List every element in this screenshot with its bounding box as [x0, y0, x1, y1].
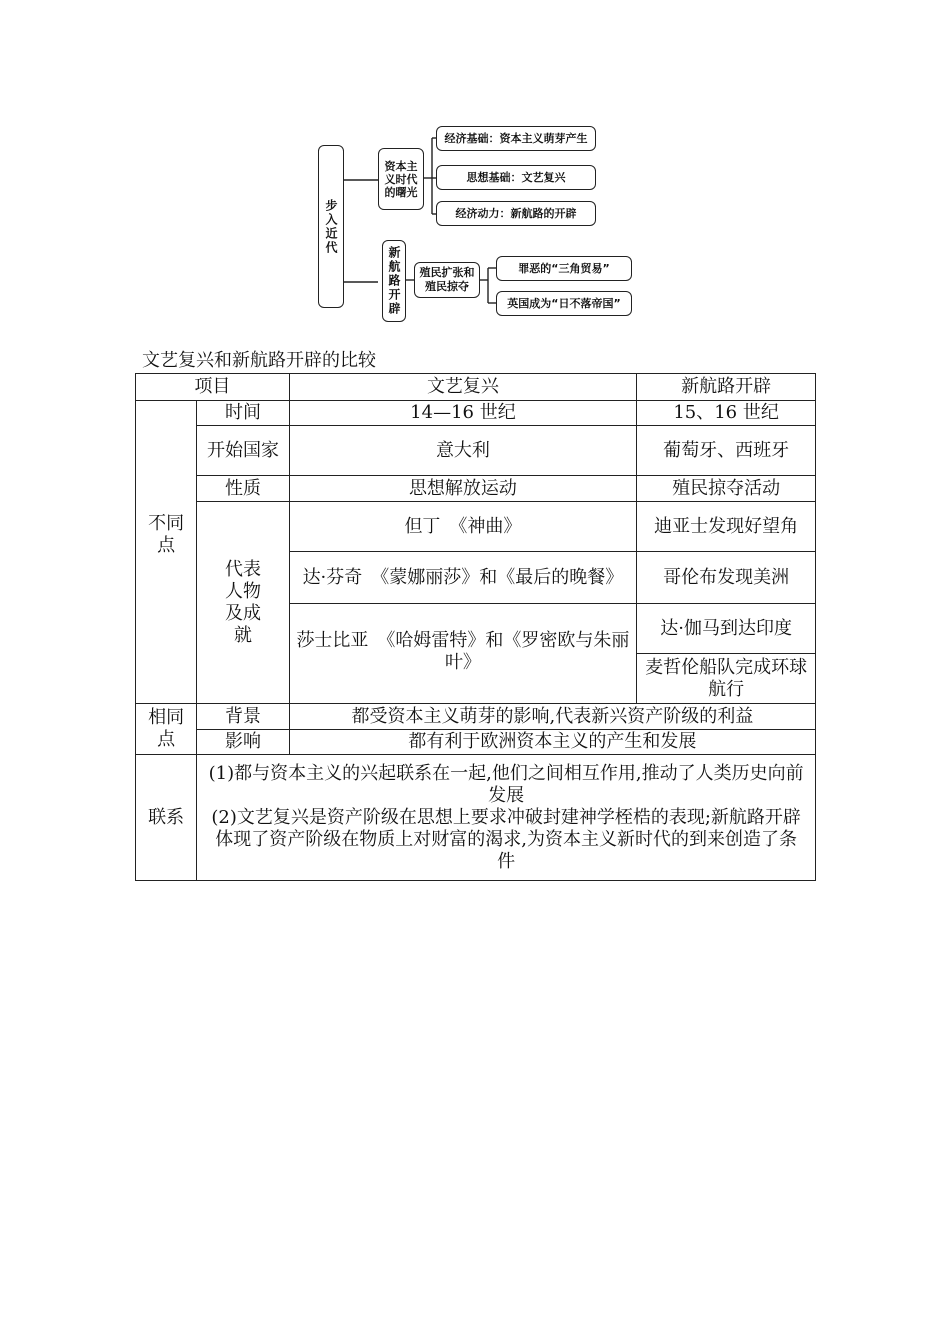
time-label: 时间 [197, 401, 289, 426]
impact-label: 影响 [197, 730, 289, 755]
table-row-figures-1 [136, 502, 816, 552]
comparison-table [135, 373, 816, 881]
mindmap-node-colonial-expansion: 殖民扩张和殖民掠夺 [414, 262, 480, 298]
figure-da-gama: 达·伽马到达印度 [637, 604, 816, 654]
origin-voyages: 葡萄牙、西班牙 [637, 426, 816, 476]
figure-da-vinci: 达·芬奇 《蒙娜丽莎》和《最后的晚餐》 [289, 552, 637, 604]
connection-text [197, 755, 816, 881]
table-header-row [136, 374, 816, 401]
connection-label: 联系 [136, 755, 197, 881]
header-voyages: 新航路开辟 [637, 374, 816, 401]
nature-voyages: 殖民掠夺活动 [637, 476, 816, 502]
figure-shakespeare: 莎士比亚 《哈姆雷特》和《罗密欧与朱丽叶》 [289, 604, 637, 704]
table-row-time [136, 401, 816, 426]
mindmap-node-empire: 英国成为“日不落帝国” [496, 291, 632, 316]
mindmap-branch-capitalism-dawn: 资本主义时代的曙光 [378, 148, 424, 210]
figure-magellan: 麦哲伦船队完成环球航行 [637, 654, 816, 704]
connection-point-2: (2)文艺复兴是资产阶级在思想上要求冲破封建神学桎梏的表现;新航路开辟体现了资产阶级在物质上对财富的渴求,为资本主义新时代的到来创造了条件 [211, 806, 801, 872]
table-row-connection [136, 755, 816, 881]
background-label: 背景 [197, 704, 289, 730]
table-row-impact [136, 730, 816, 755]
table-caption: 文艺复兴和新航路开辟的比较 [142, 350, 376, 371]
similarities-label: 相同点 [136, 704, 197, 755]
figures-label: 代表人物及成就 [197, 502, 289, 704]
figure-dante: 但丁 《神曲》 [289, 502, 637, 552]
mindmap-branch-new-routes: 新航路开辟 [382, 240, 406, 322]
header-renaissance: 文艺复兴 [289, 374, 637, 401]
mindmap-node-triangle-trade: 罪恶的“三角贸易” [496, 256, 632, 281]
mind-map [0, 0, 950, 340]
origin-renaissance: 意大利 [289, 426, 637, 476]
table-row-nature [136, 476, 816, 502]
differences-label: 不同点 [136, 401, 197, 704]
header-item: 项目 [136, 374, 290, 401]
time-voyages: 15、16 世纪 [637, 401, 816, 426]
impact-text: 都有利于欧洲资本主义的产生和发展 [289, 730, 815, 755]
mindmap-root: 步入近代 [318, 145, 344, 308]
table-row-origin [136, 426, 816, 476]
mindmap-node-economic-drive: 经济动力：新航路的开辟 [436, 201, 596, 226]
mindmap-node-economic-basis: 经济基础：资本主义萌芽产生 [436, 126, 596, 151]
nature-renaissance: 思想解放运动 [289, 476, 637, 502]
table-row-background [136, 704, 816, 730]
origin-label: 开始国家 [197, 426, 289, 476]
connection-point-1: (1)都与资本主义的兴起联系在一起,他们之间相互作用,推动了人类历史向前发展 [208, 762, 804, 806]
nature-label: 性质 [197, 476, 289, 502]
figure-columbus: 哥伦布发现美洲 [637, 552, 816, 604]
background-text: 都受资本主义萌芽的影响,代表新兴资产阶级的利益 [289, 704, 815, 730]
figure-dias: 迪亚士发现好望角 [637, 502, 816, 552]
time-renaissance: 14—16 世纪 [289, 401, 637, 426]
mindmap-node-ideological-basis: 思想基础：文艺复兴 [436, 165, 596, 190]
